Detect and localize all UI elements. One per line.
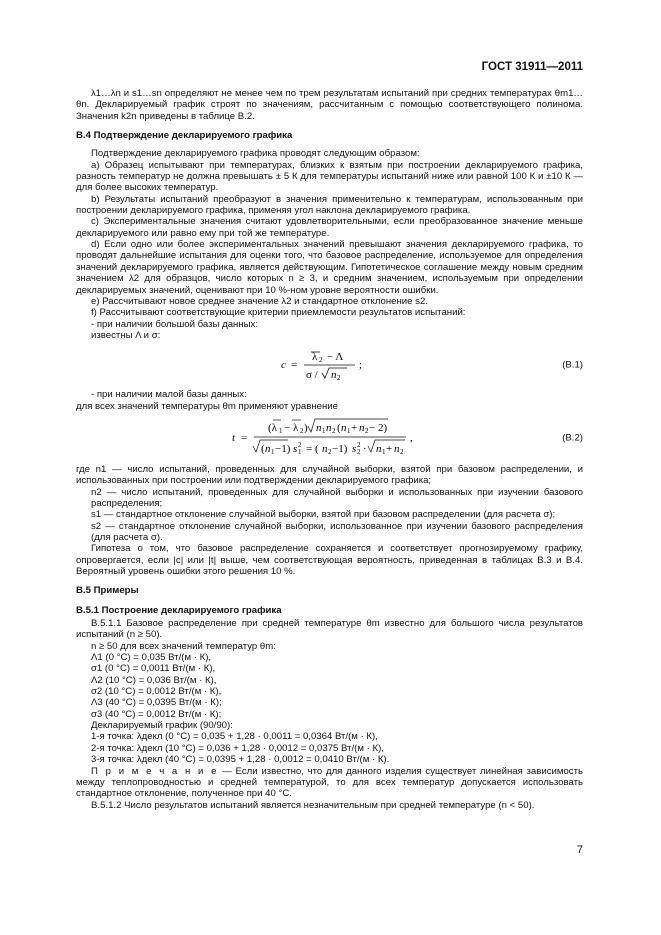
paragraph-b4-b: b) Результаты испытаний преобразуют в значения применительно к температурам, использованным при построении декларируемого графика, применяя угол наклона декларируемого графика. xyxy=(76,193,583,217)
svg-text:1: 1 xyxy=(346,426,350,435)
list-item: Декларируемый график (90/90): xyxy=(91,720,233,732)
paragraph-equation-lead: для всех значений температуры θm применяют уравнение xyxy=(76,400,338,412)
svg-text:=: = xyxy=(290,359,297,372)
svg-text:s: s xyxy=(292,442,297,455)
svg-text:1: 1 xyxy=(321,426,325,435)
paragraph-b4-d: d) Если одно или более экспериментальных значений превышают значения декларируемого графика, то проводят дальнейшие испытания для оценки того, что базовое распределение, используемое для определения значений декларируемого графика, является действующим. Гипотетическое соглашение между новым средним значением λ2 для образцов, число которых n ≥ 3, и средним значением, используемым при определении декларируемых значений, оценивают при 10 %-ном уровне вероятности ошибки. xyxy=(76,239,583,296)
formula-b2-graphic xyxy=(230,416,430,460)
note-text: — Если известно, что для данного изделия существует линейная зависимость между теплопроводностью и средней температурой, то для всех температур допускается использовать стандартное отклонение, полученное при 40 °С. xyxy=(76,765,583,800)
list-item: σ3 (40 °С) = 0,0012 Вт/(м · К); xyxy=(91,708,222,720)
paragraph-b4-f: f) Рассчитывают соответствующие критерии приемлемости результатов испытаний: xyxy=(91,307,466,319)
svg-text:2: 2 xyxy=(297,440,301,449)
svg-text:n: n xyxy=(393,442,399,455)
paragraph-small-db: - при наличии малой базы данных: xyxy=(91,389,247,401)
formula-b1-number: (B.1) xyxy=(562,359,583,371)
svg-text:2: 2 xyxy=(364,426,368,435)
list-item: Λ3 (40 °С) = 0,0395 Вт/(м · К); xyxy=(91,697,222,709)
paragraph-b512: В.5.1.2 Число результатов испытаний является незначительным при средней температуре (n < 50). xyxy=(91,799,535,811)
svg-text:s: s xyxy=(351,442,356,455)
example-values-list xyxy=(76,641,583,766)
paragraph-large-db: - при наличии большой базы данных: xyxy=(91,318,259,330)
formula-b2-number: (B.2) xyxy=(562,432,583,444)
svg-text:2: 2 xyxy=(336,374,340,383)
paragraph-hypothesis: Гипотеза о том, что базовое распределение сохраняется и соответствует прогнозируемому графику, опровергается, если |c| или |t| выше, чем соответствующая вероятность, приведенная в таблицах В.3 и В.4. Вероятный уровень ошибки этого решения 10 %. xyxy=(76,543,583,577)
svg-text:1: 1 xyxy=(297,447,301,456)
svg-text:,: , xyxy=(409,431,413,444)
formula-b1-graphic xyxy=(275,345,385,385)
list-item: σ1 (0 °С) = 0,0011 Вт/(м · К), xyxy=(91,663,216,675)
svg-text:1: 1 xyxy=(278,426,282,435)
svg-text:·: · xyxy=(362,442,367,455)
list-item: 1-я точка: λдекл (0 °С) = 0,035 + 1,28 · 0,0011 = 0,0364 Вт/(м · К), xyxy=(91,731,378,743)
svg-text:c: c xyxy=(280,359,286,372)
svg-text:λ: λ xyxy=(311,351,317,364)
list-item: σ2 (10 °С) = 0,0012 Вт/(м · К), xyxy=(91,686,222,698)
paragraph-b4-a: a) Образец испытывают при температурах, близких к взятым при построении декларируемого графика, разность температур не должна превышать ± 5 К для температуры испытаний ниже или равной 100 К и ±10 К — для более высоких температур. xyxy=(76,159,583,194)
svg-text:n: n xyxy=(340,421,346,434)
list-item: 2-я точка: λдекл (10 °С) = 0,036 + 1,28 · 0,0012 = 0,0375 Вт/(м · К), xyxy=(91,742,384,754)
definition-n1: где n1 — число испытаний, проведенных для случайной выборки, взятой при базовом распределении, и использованных при построении или подтверждении декларируемого графика; xyxy=(76,463,583,487)
list-item: 3-я точка: λдекл (40 °С) = 0,0395 + 1,28 · 0,0012 = 0,0410 Вт/(м · К). xyxy=(91,754,390,766)
svg-text:n: n xyxy=(358,421,364,434)
formula-b1 xyxy=(76,345,583,385)
page-number: 7 xyxy=(576,844,583,856)
list-item: Λ1 (0 °С) = 0,035 Вт/(м · К), xyxy=(91,652,212,664)
svg-text:1: 1 xyxy=(381,447,385,456)
svg-text:+: + xyxy=(350,421,357,434)
paragraph-b511: В.5.1.1 Базовое распределение при средней температуре θm известно для большого числа результатов испытаний (n ≥ 50). xyxy=(76,618,583,641)
svg-text:−1): −1) xyxy=(274,442,290,455)
paragraph-b4-e: e) Рассчитывают новое среднее значение λ2 и стандартное отклонение s2. xyxy=(91,295,428,307)
note-paragraph xyxy=(76,766,583,800)
list-item: Λ2 (10 °С) = 0,036 Вт/(м · К), xyxy=(91,674,217,686)
svg-text:2: 2 xyxy=(399,447,403,456)
svg-text:n: n xyxy=(375,442,381,455)
svg-text:2: 2 xyxy=(318,356,322,365)
svg-text:σ /: σ / xyxy=(305,369,318,382)
definition-s1: s1 — стандартное отклонение случайной выборки, взятой при базовом распределении (для расчета σ); xyxy=(91,509,556,521)
definition-n2: n2 — число испытаний, проведенных для случайной выборки и использованных при изучении базового распределения; xyxy=(91,486,583,509)
svg-text:− λ: − λ xyxy=(283,421,298,434)
svg-text:(: ( xyxy=(336,421,341,434)
paragraph-known-lambda-sigma: известны Λ и σ: xyxy=(91,329,161,341)
svg-text:n: n xyxy=(264,442,270,455)
svg-text:;: ; xyxy=(358,359,362,372)
svg-text:1: 1 xyxy=(270,447,274,456)
svg-text:=: = xyxy=(240,431,247,444)
paragraph-b4-intro: Подтверждение декларируемого графика проводят следующим образом: xyxy=(91,148,420,160)
svg-text:n: n xyxy=(330,369,336,382)
svg-text:n: n xyxy=(325,421,331,434)
svg-text:): ) xyxy=(303,421,308,434)
svg-text:2: 2 xyxy=(299,426,303,435)
svg-text:+: + xyxy=(385,442,392,455)
subsection-heading-b51: В.5.1 Построение декларируемого графика xyxy=(76,604,282,616)
section-heading-b4: В.4 Подтверждение декларируемого графика xyxy=(76,130,293,142)
svg-text:t: t xyxy=(231,431,235,444)
intro-paragraph: λ1…λn и s1…sn определяют не менее чем по трем результатам испытаний при средних температурах θm1…θn. Декларируемый график строят по значениям, рассчитанным с помощью соответствующего полинома. Значения k2n приведены в таблице B.2. xyxy=(76,88,583,122)
svg-text:2: 2 xyxy=(331,426,335,435)
svg-text:(: ( xyxy=(260,442,265,455)
definition-s2: s2 — стандартное отклонение случайной выборки, использованное при изучении базового распределения (для расчета σ). xyxy=(91,520,583,543)
svg-text:− Λ: − Λ xyxy=(326,351,343,364)
svg-text:(λ: (λ xyxy=(267,421,277,434)
page-content xyxy=(76,88,583,811)
document-code: ГОСТ 31911—2011 xyxy=(481,61,583,73)
svg-text:−1): −1) xyxy=(331,442,347,455)
section-heading-b5: В.5 Примеры xyxy=(76,585,139,597)
paragraph-b4-c: c) Экспериментальные значения считают удовлетворительными, если преобразованное значение меньше декларируемого или равно ему при той же температуре. xyxy=(76,216,583,239)
formula-b2 xyxy=(76,416,583,460)
note-label: П р и м е ч а н и е xyxy=(91,765,219,777)
svg-text:n: n xyxy=(315,421,321,434)
svg-text:2: 2 xyxy=(327,447,331,456)
svg-text:2: 2 xyxy=(356,440,360,449)
svg-text:= (: = ( xyxy=(305,442,319,455)
svg-text:− 2): − 2) xyxy=(368,421,387,434)
svg-text:2: 2 xyxy=(356,447,360,456)
list-item: n ≥ 50 для всех значений температур θm: xyxy=(91,640,276,652)
svg-text:n: n xyxy=(321,442,327,455)
